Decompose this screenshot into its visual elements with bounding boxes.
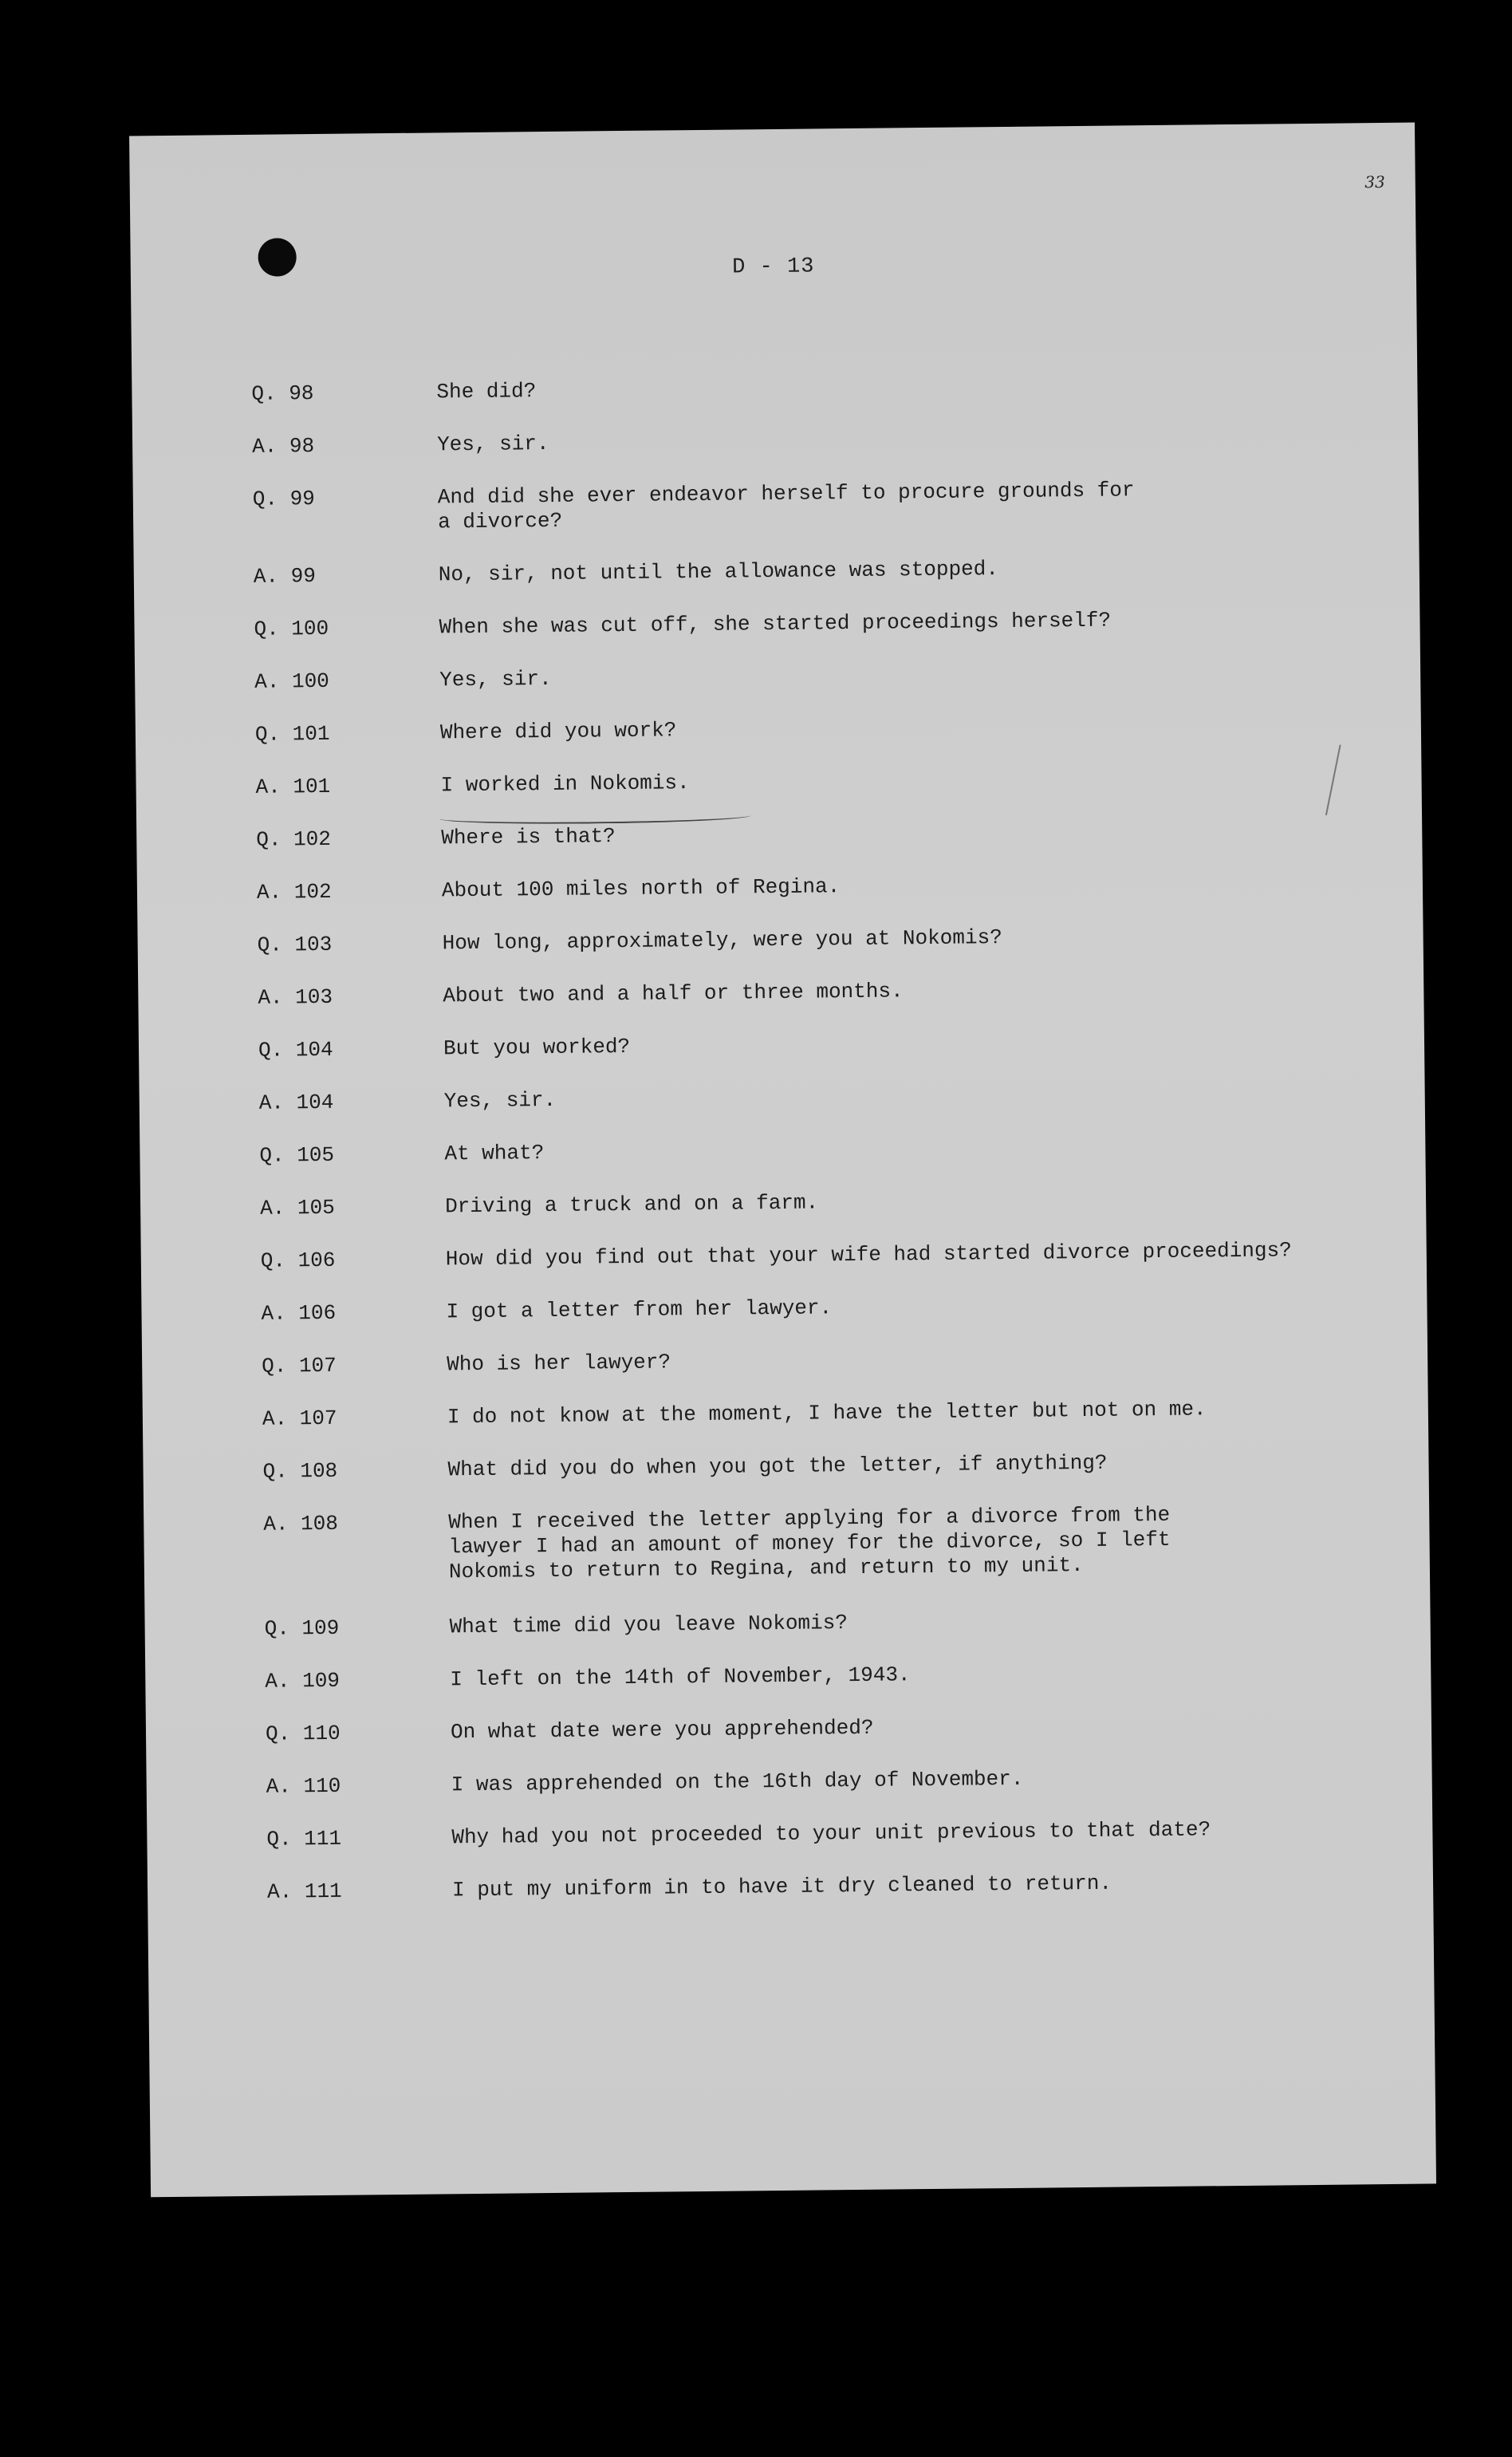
entry-text: What time did you leave Nokomis? xyxy=(449,1611,849,1639)
entry-label: A. 103 xyxy=(258,984,333,1010)
entry-label: Q. 109 xyxy=(264,1615,340,1641)
entry-label: Q. 104 xyxy=(258,1037,333,1063)
entry-label: A. 102 xyxy=(256,879,332,905)
entry-text: How did you find out that your wife had started divorce proceedings? xyxy=(445,1238,1292,1272)
entry-label: Q. 108 xyxy=(262,1458,338,1484)
page-number: 33 xyxy=(1364,172,1385,192)
entry-text: But you worked? xyxy=(443,1034,631,1061)
entry-text: At what? xyxy=(444,1141,545,1166)
entry-label: A. 99 xyxy=(253,564,317,589)
entry-label: A. 104 xyxy=(258,1090,334,1115)
entry-text: No, sir, not until the allowance was stopped. xyxy=(438,557,999,587)
entry-text: Where did you work? xyxy=(439,718,677,745)
entry-text: What did you do when you got the letter, if anything? xyxy=(447,1450,1108,1482)
entry-label: A. 107 xyxy=(262,1406,337,1431)
entry-text: I put my uniform in to have it dry cleaned to return. xyxy=(451,1871,1112,1903)
entry-text: When she was cut off, she started proceedings herself? xyxy=(439,608,1112,640)
entry-text: About two and a half or three months. xyxy=(443,979,904,1008)
entry-label: A. 108 xyxy=(263,1511,339,1536)
entry-text: Where is that? xyxy=(441,824,616,850)
entry-text: I was apprehended on the 16th day of November. xyxy=(451,1766,1024,1797)
entry-text: I left on the 14th of November, 1943. xyxy=(450,1662,911,1692)
entry-text: Driving a truck and on a farm. xyxy=(444,1190,819,1219)
entry-text: I got a letter from her lawyer. xyxy=(446,1296,833,1324)
testimony-entry xyxy=(263,1501,1364,1616)
entry-label: Q. 110 xyxy=(265,1721,341,1746)
entry-label: Q. 111 xyxy=(266,1826,342,1852)
entry-label: Q. 99 xyxy=(252,487,315,511)
entry-label: Q. 106 xyxy=(260,1248,336,1273)
entry-text: Who is her lawyer? xyxy=(447,1350,671,1377)
entry-label: Q. 105 xyxy=(259,1142,335,1168)
testimony-entry xyxy=(267,1868,1368,1932)
entry-text: And did she ever endeavor herself to procure grounds for a divorce? xyxy=(437,478,1135,534)
entry-label: A. 109 xyxy=(265,1668,341,1694)
entry-text: How long, approximately, were you at Nokomis? xyxy=(442,925,1002,956)
entry-label: A. 100 xyxy=(254,668,329,694)
entry-text: I do not know at the moment, I have the letter but not on me. xyxy=(447,1397,1207,1430)
entry-text: When I received the letter applying for a divorce from the lawyer I had an amount of money for the divorce, so I left Nokomis to return to Regina, and return to my unit. xyxy=(448,1502,1171,1584)
entry-label: Q. 103 xyxy=(257,932,333,957)
page-header: D - 13 xyxy=(732,254,815,280)
entry-text: Why had you not proceeded to your unit previous to that date? xyxy=(451,1817,1211,1850)
entry-text: She did? xyxy=(436,379,537,404)
entry-label: Q. 101 xyxy=(254,721,330,747)
entry-label: Q. 100 xyxy=(254,616,329,641)
testimony-list xyxy=(251,370,1368,1932)
entry-text: I worked in Nokomis. xyxy=(440,771,690,798)
entry-text: Yes, sir. xyxy=(436,431,549,457)
entry-label: A. 111 xyxy=(266,1879,342,1904)
entry-text: Yes, sir. xyxy=(439,666,552,692)
entry-label: A. 110 xyxy=(266,1773,341,1799)
entry-text: On what date were you apprehended? xyxy=(450,1715,874,1745)
entry-label: A. 105 xyxy=(259,1195,335,1221)
entry-label: Q. 102 xyxy=(256,826,332,852)
entry-label: Q. 98 xyxy=(251,381,314,406)
entry-text: Yes, sir. xyxy=(443,1087,557,1114)
document-page xyxy=(129,123,1436,2198)
testimony-entry xyxy=(253,475,1354,564)
entry-label: Q. 107 xyxy=(262,1353,337,1378)
entry-label: A. 98 xyxy=(251,434,315,459)
entry-text: About 100 miles north of Regina. xyxy=(441,874,841,903)
entry-label: A. 106 xyxy=(261,1300,337,1326)
entry-label: A. 101 xyxy=(255,774,331,799)
